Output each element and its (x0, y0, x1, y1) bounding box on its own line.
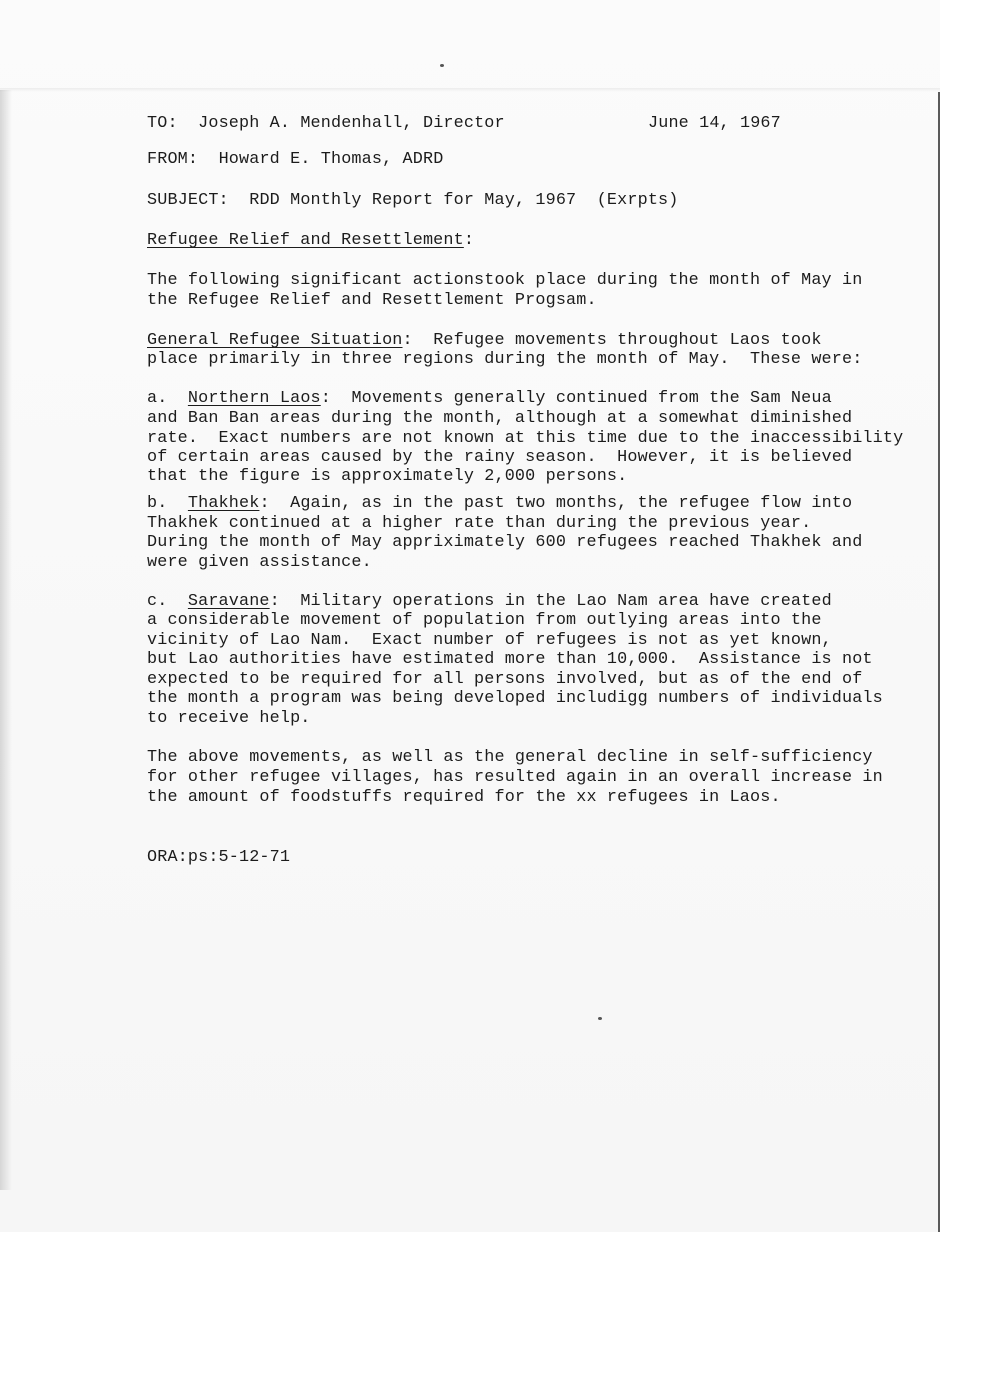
reference-initials: ORA:ps:5-12-71 (147, 848, 291, 867)
section-heading-colon: : (463, 231, 475, 250)
paper-left-shadow (0, 90, 12, 1190)
from-line (147, 150, 443, 170)
general-situation-line: place primarily in three regions during the month of May. These were: (147, 350, 863, 369)
item-c-colon: : (269, 592, 280, 611)
intro-line: the Refugee Relief and Resettlement Progsam. (147, 291, 597, 310)
subject-label: SUBJECT: (147, 191, 229, 210)
item-a-line: that the figure is approximately 2,000 persons. (147, 467, 628, 486)
to-label: TO: (147, 114, 178, 133)
general-situation-heading: General Refugee Situation (147, 331, 403, 350)
item-b-line: Thakhek continued at a higher rate than during the previous year. (147, 514, 812, 533)
item-c-text: Military operations in the Lao Nam area have created (279, 592, 832, 611)
item-c-heading: Saravane (187, 592, 270, 611)
item-c-line (147, 592, 832, 612)
item-c-marker: c. (147, 592, 188, 611)
item-c-line: to receive help. (147, 709, 311, 728)
scan-speck (440, 64, 444, 67)
item-a-colon: : (320, 389, 331, 408)
item-b-line: During the month of May appriximately 600 refugees reached Thakhek and (147, 533, 863, 552)
item-a-marker: a. (147, 389, 188, 408)
item-c-line: but Lao authorities have estimated more than 10,000. Assistance is not (147, 650, 873, 669)
closing-line: The above movements, as well as the general decline in self-sufficiency (147, 748, 873, 767)
closing-line: for other refugee villages, has resulted again in an overall increase in (147, 768, 883, 787)
to-line (147, 114, 505, 134)
item-a-line (147, 389, 832, 409)
item-c-line: expected to be required for all persons involved, but as of the end of (147, 670, 863, 689)
section-heading-text: Refugee Relief and Resettlement (147, 231, 464, 250)
paper-right-edge (938, 92, 940, 1232)
intro-line: The following significant actionstook place during the month of May in (147, 271, 863, 290)
item-a-text: Movements generally continued from the Sam Neua (331, 389, 832, 408)
from-label: FROM: (147, 150, 199, 169)
general-situation-line (147, 331, 822, 351)
item-b-marker: b. (147, 494, 188, 513)
subject-line (147, 191, 678, 211)
item-a-line: and Ban Ban areas during the month, although at a somewhat diminished (147, 409, 853, 428)
item-c-line: the month a program was being developed includigg numbers of individuals (147, 689, 883, 708)
item-b-text: Again, as in the past two months, the refugee flow into (269, 494, 853, 513)
item-a-line: rate. Exact numbers are not known at this time due to the inaccessibility (147, 429, 904, 448)
item-c-line: a considerable movement of population from outlying areas into the (147, 611, 822, 630)
to-recipient: Joseph A. Mendenhall, Director (198, 114, 505, 133)
scan-speck (598, 1017, 602, 1020)
general-situation-text: Refugee movements throughout Laos took (412, 331, 822, 350)
item-c-line: vicinity of Lao Nam. Exact number of refugees is not as yet known, (147, 631, 832, 650)
from-sender: Howard E. Thomas, ADRD (218, 150, 444, 169)
item-b-line: were given assistance. (147, 553, 372, 572)
item-b-colon: : (259, 494, 270, 513)
general-situation-colon: : (402, 331, 413, 350)
item-a-heading: Northern Laos (187, 389, 321, 408)
item-b-line (147, 494, 852, 514)
section-heading (147, 231, 474, 251)
item-b-heading: Thakhek (187, 494, 260, 513)
closing-line: the amount of foodstuffs required for the xx refugees in Laos. (147, 788, 781, 807)
memo-date: June 14, 1967 (648, 114, 781, 133)
subject-text: RDD Monthly Report for May, 1967 (Exrpts) (249, 191, 679, 210)
item-a-line: of certain areas caused by the rainy season. However, it is believed (147, 448, 853, 467)
paper-top-edge (0, 88, 940, 92)
